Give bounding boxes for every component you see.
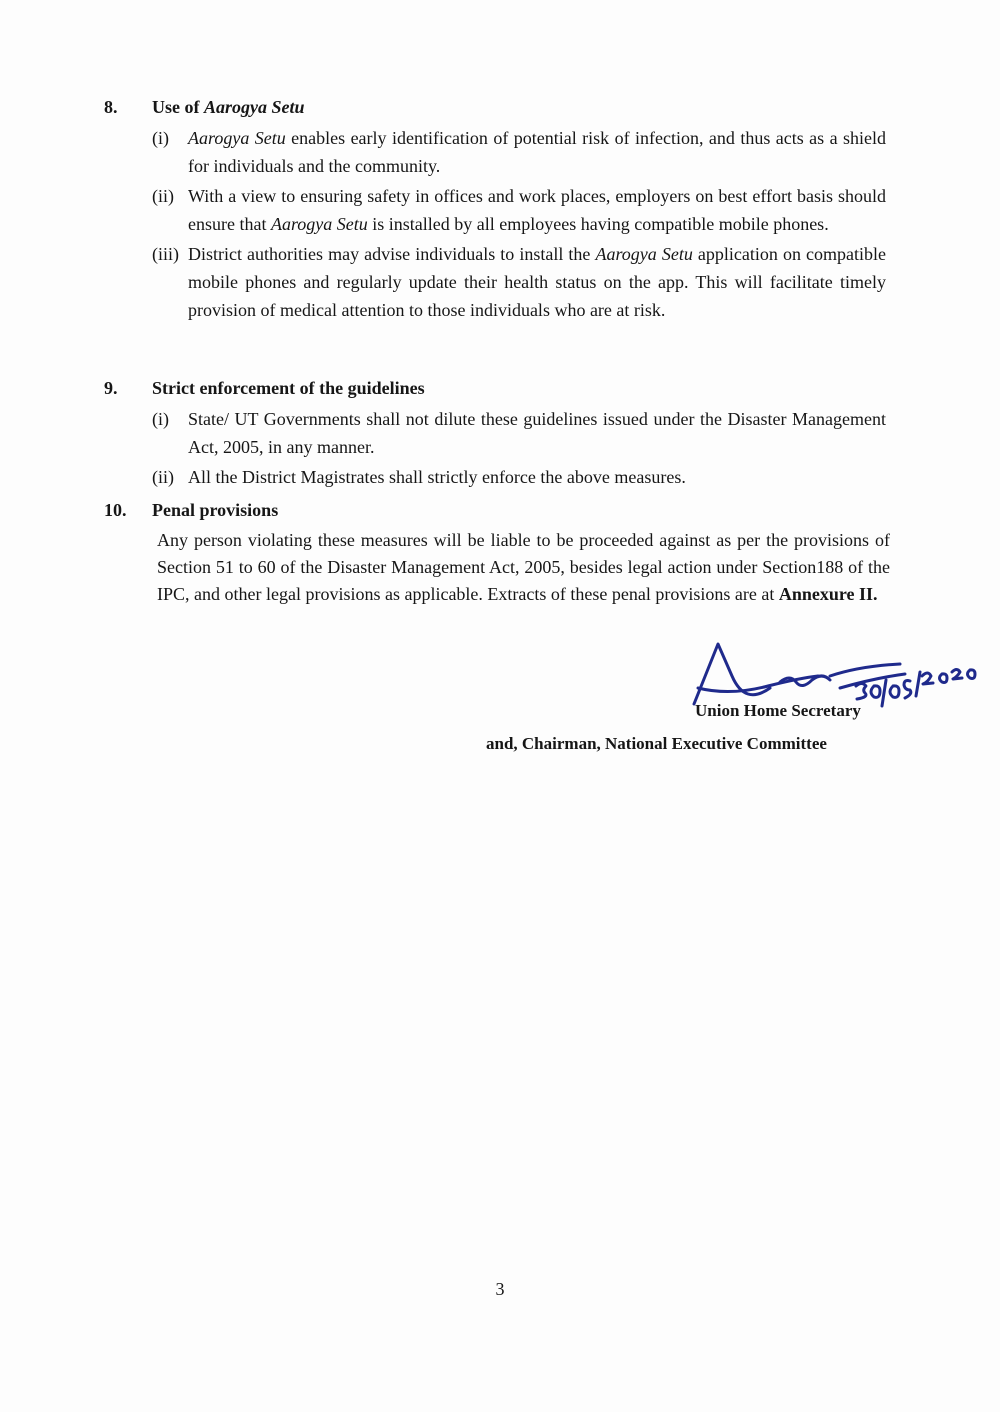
section-paragraph bbox=[157, 527, 890, 608]
item-text bbox=[188, 124, 886, 180]
list-item bbox=[100, 463, 900, 491]
section-title: Strict enforcement of the guidelines bbox=[152, 378, 425, 398]
signatory-subtitle: and, Chairman, National Executive Committee bbox=[486, 734, 827, 753]
item-text bbox=[188, 182, 886, 238]
item-text-part: With a view to ensuring safety in offices and work places, employers on best effort basis should ensure that bbox=[188, 186, 886, 234]
section-number: 10. bbox=[104, 500, 127, 520]
section-title bbox=[152, 94, 305, 120]
section-number: 8. bbox=[104, 97, 118, 117]
section-8 bbox=[100, 94, 900, 324]
item-text-part: Aarogya Setu bbox=[188, 128, 286, 148]
paragraph-text: Any person violating these measures will be liable to be proceeded against as per the provisions of Section 51 to 60 of the Disaster Management Act, 2005, besides legal action under Section188 of the IPC, and other legal provisions as applicable. Extracts of these penal provisions are at bbox=[157, 530, 890, 604]
signatory-title: Union Home Secretary bbox=[695, 701, 861, 720]
section-heading bbox=[100, 375, 900, 401]
section-heading bbox=[100, 94, 900, 120]
list-item bbox=[100, 240, 900, 324]
section-title-italic: Aarogya Setu bbox=[204, 97, 305, 117]
item-text-part: enables early identification of potential risk of infection, and thus acts as a shield for individuals and the community. bbox=[188, 128, 887, 176]
item-number: (iii) bbox=[152, 244, 179, 264]
list-item bbox=[100, 182, 900, 238]
item-number: (ii) bbox=[152, 186, 174, 206]
list-item bbox=[100, 405, 900, 461]
item-text: State/ UT Governments shall not dilute these guidelines issued under the Disaster Management Act, 2005, in any manner. bbox=[188, 409, 886, 457]
section-title-prefix: Use of bbox=[152, 97, 204, 117]
annexure-reference: Annexure II. bbox=[778, 584, 878, 604]
item-text-part: application on compatible mobile phones and regularly update their health status on the app. This will facilitate timely provision of medical attention to those individuals who are at risk. bbox=[188, 244, 887, 320]
page-number: 3 bbox=[495, 1279, 505, 1299]
item-number: (i) bbox=[152, 128, 169, 148]
item-number: (ii) bbox=[152, 467, 174, 487]
section-title: Penal provisions bbox=[152, 500, 279, 520]
list-item bbox=[100, 124, 900, 180]
section-10 bbox=[100, 497, 900, 608]
item-number: (i) bbox=[152, 409, 169, 429]
item-text: All the District Magistrates shall strictly enforce the above measures. bbox=[188, 467, 686, 487]
section-heading bbox=[100, 497, 900, 523]
item-text bbox=[188, 240, 886, 324]
section-9 bbox=[100, 375, 900, 491]
item-text-part: District authorities may advise individuals to install the bbox=[188, 244, 596, 264]
item-text-part: Aarogya Setu bbox=[595, 244, 693, 264]
item-text-part: Aarogya Setu bbox=[270, 214, 368, 234]
item-text-part: is installed by all employees having compatible mobile phones. bbox=[367, 214, 829, 234]
signature-strokes bbox=[694, 644, 975, 706]
section-number: 9. bbox=[104, 378, 118, 398]
